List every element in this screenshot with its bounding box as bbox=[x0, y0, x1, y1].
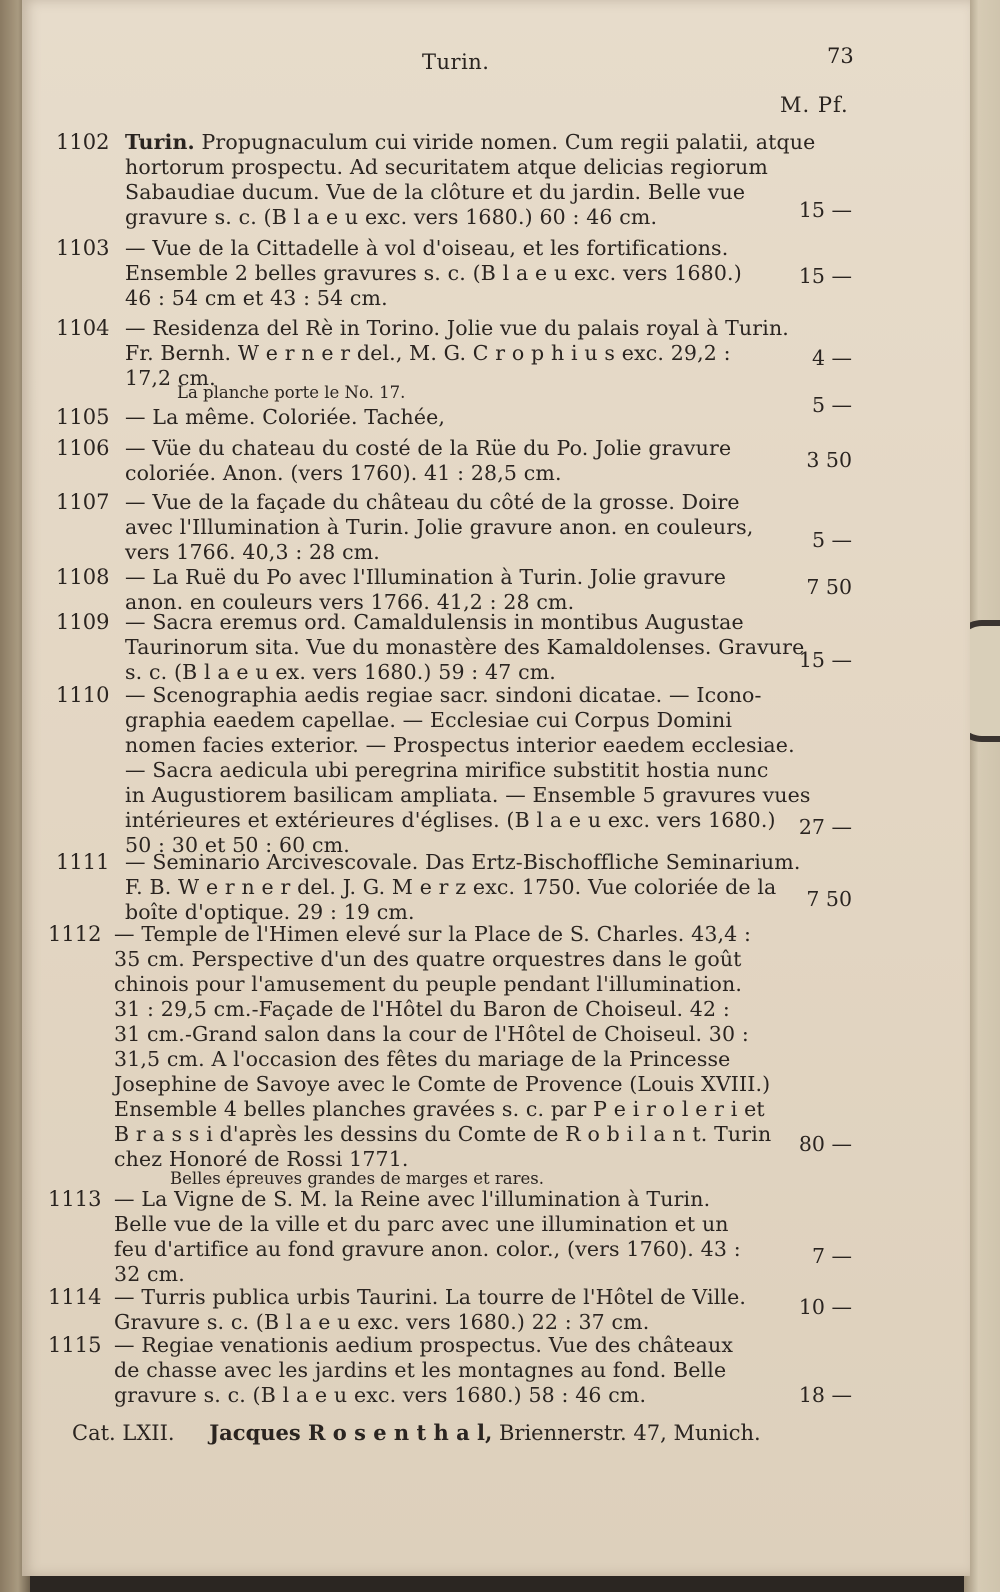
entry-number: 1107 bbox=[56, 490, 110, 514]
entry-price: 3 50 bbox=[806, 448, 852, 472]
entry-text-line: hortorum prospectu. Ad securitatem atque delicias regiorum bbox=[125, 155, 768, 179]
entry-text-line: — Vüe du chateau du costé de la Rüe du Po. Jolie gravure bbox=[125, 436, 732, 460]
entry-price: 5 — bbox=[811, 393, 852, 417]
entry-number: 1104 bbox=[56, 316, 110, 340]
publisher-name: Jacques R o s e n t h a l, bbox=[209, 1420, 493, 1445]
entry-text-line: graphia eaedem capellae. — Ecclesiae cui Corpus Domini bbox=[125, 708, 733, 732]
entry-number: 1106 bbox=[56, 436, 110, 460]
entry-text-line: — Residenza del Rè in Torino. Jolie vue du palais royal à Turin. bbox=[125, 316, 789, 340]
entry-text-line: Ensemble 2 belles gravures s. c. (B l a e u exc. vers 1680.) bbox=[125, 261, 742, 285]
page-footer bbox=[72, 1420, 761, 1445]
entry-text-line: de chasse avec les jardins et les montagnes au fond. Belle bbox=[114, 1358, 727, 1382]
entry-text-line: 17,2 cm. bbox=[125, 366, 216, 390]
entry-number: 1111 bbox=[56, 850, 110, 874]
entry-text-line: s. c. (B l a e u ex. vers 1680.) 59 : 47 cm. bbox=[125, 660, 556, 684]
entry-text-line: in Augustiorem basilicam ampliata. — Ensemble 5 gravures vues bbox=[125, 783, 811, 807]
entry-text-line: — Turris publica urbis Taurini. La tourre de l'Hôtel de Ville. bbox=[114, 1285, 747, 1309]
entry-note: Belles épreuves grandes de marges et rares. bbox=[170, 1169, 544, 1188]
entry-text-line: — Regiae venationis aedium prospectus. Vue des châteaux bbox=[114, 1333, 734, 1357]
entry-text-line: 32 cm. bbox=[114, 1262, 185, 1286]
entry-text-line: Fr. Bernh. W e r n e r del., M. G. C r o p h i u s exc. 29,2 : bbox=[125, 341, 731, 365]
price-column-header: M. Pf. bbox=[780, 93, 849, 117]
entry-number: 1109 bbox=[56, 610, 110, 634]
entry-number: 1112 bbox=[48, 922, 102, 946]
entry-price: 15 — bbox=[798, 264, 852, 288]
entry-text-line: boîte d'optique. 29 : 19 cm. bbox=[125, 900, 415, 924]
entry-text-line: — Scenographia aedis regiae sacr. sindoni dicatae. — Icono- bbox=[125, 683, 762, 707]
entry-text-line: 31 : 29,5 cm.-Façade de l'Hôtel du Baron de Choiseul. 42 : bbox=[114, 997, 730, 1021]
entry-text-line: Josephine de Savoye avec le Comte de Provence (Louis XVIII.) bbox=[114, 1072, 771, 1096]
entry-price: 15 — bbox=[798, 198, 852, 222]
entry-text-line: 31,5 cm. A l'occasion des fêtes du mariage de la Princesse bbox=[114, 1047, 731, 1071]
page-number: 73 bbox=[827, 44, 854, 68]
entry-text-line: — La même. Coloriée. Tachée, bbox=[125, 405, 446, 429]
entry-text-line: — Vue de la façade du château du côté de la grosse. Doire bbox=[125, 490, 740, 514]
entry-text-line: — La Ruë du Po avec l'Illumination à Turin. Jolie gravure bbox=[125, 565, 727, 589]
entry-price: 80 — bbox=[798, 1132, 852, 1156]
entry-text-line: intérieures et extérieures d'églises. (B l a e u exc. vers 1680.) bbox=[125, 808, 776, 832]
entry-price: 7 50 bbox=[806, 575, 852, 599]
entry-text-line: F. B. W e r n e r del. J. G. M e r z exc. 1750. Vue coloriée de la bbox=[125, 875, 777, 899]
entry-price: 4 — bbox=[811, 346, 852, 370]
running-head: Turin. bbox=[422, 50, 490, 74]
entry-price: 7 50 bbox=[806, 887, 852, 911]
entry-text-line: Ensemble 4 belles planches gravées s. c. par P e i r o l e r i et bbox=[114, 1097, 765, 1121]
entry-lead-word: Turin. bbox=[125, 130, 195, 154]
entry-number: 1114 bbox=[48, 1285, 102, 1309]
entry-text-line: 46 : 54 cm et 43 : 54 cm. bbox=[125, 286, 388, 310]
entry-text-line: 50 : 30 et 50 : 60 cm. bbox=[125, 833, 350, 857]
entry-text-line: 31 cm.-Grand salon dans la cour de l'Hôtel de Choiseul. 30 : bbox=[114, 1022, 749, 1046]
entry-text-line: avec l'Illumination à Turin. Jolie gravure anon. en couleurs, bbox=[125, 515, 754, 539]
entry-text-line: gravure s. c. (B l a e u exc. vers 1680.) 58 : 46 cm. bbox=[114, 1383, 647, 1407]
entry-text-line: anon. en couleurs vers 1766. 41,2 : 28 cm. bbox=[125, 590, 575, 614]
entry-note: La planche porte le No. 17. bbox=[177, 383, 406, 402]
entry-text-line: Sabaudiae ducum. Vue de la clôture et du jardin. Belle vue bbox=[125, 180, 746, 204]
entry-number: 1108 bbox=[56, 565, 110, 589]
entry-text-line: — Sacra aedicula ubi peregrina mirifice substitit hostia nunc bbox=[125, 758, 769, 782]
entry-price: 18 — bbox=[798, 1383, 852, 1407]
entry-text-line: chez Honoré de Rossi 1771. bbox=[114, 1147, 409, 1171]
entry-price: 7 — bbox=[811, 1244, 852, 1268]
entry-number: 1105 bbox=[56, 405, 110, 429]
entry-text-line: Turin. Propugnaculum cui viride nomen. Cum regii palatii, atque bbox=[125, 130, 816, 154]
entry-text-line: — La Vigne de S. M. la Reine avec l'illumination à Turin. bbox=[114, 1187, 711, 1211]
entry-text-line: Gravure s. c. (B l a e u exc. vers 1680.) 22 : 37 cm. bbox=[114, 1310, 650, 1334]
entry-price: 5 — bbox=[811, 528, 852, 552]
entry-text-line: chinois pour l'amusement du peuple pendant l'illumination. bbox=[114, 972, 743, 996]
entry-number: 1103 bbox=[56, 236, 110, 260]
catalogue-page bbox=[22, 0, 970, 1576]
entry-text-line: 35 cm. Perspective d'un des quatre orquestres dans le goût bbox=[114, 947, 742, 971]
entry-text-line: feu d'artifice au fond gravure anon. color., (vers 1760). 43 : bbox=[114, 1237, 741, 1261]
entry-text-line: — Temple de l'Himen elevé sur la Place de S. Charles. 43,4 : bbox=[114, 922, 752, 946]
entry-number: 1113 bbox=[48, 1187, 102, 1211]
entry-text-line: B r a s s i d'après les dessins du Comte de R o b i l a n t. Turin bbox=[114, 1122, 772, 1146]
entry-text-line: Taurinorum sita. Vue du monastère des Kamaldolenses. Gravure bbox=[125, 635, 805, 659]
entry-text-line: coloriée. Anon. (vers 1760). 41 : 28,5 cm. bbox=[125, 461, 562, 485]
entry-price: 15 — bbox=[798, 648, 852, 672]
entry-number: 1110 bbox=[56, 683, 110, 707]
catalogue-number: Cat. LXII. bbox=[72, 1421, 175, 1445]
entry-text-line: — Vue de la Cittadelle à vol d'oiseau, et les fortifications. bbox=[125, 236, 729, 260]
entry-price: 10 — bbox=[798, 1295, 852, 1319]
publisher-address: Briennerstr. 47, Munich. bbox=[498, 1421, 761, 1445]
entry-text-line: Belle vue de la ville et du parc avec une illumination et un bbox=[114, 1212, 729, 1236]
entry-text-line: gravure s. c. (B l a e u exc. vers 1680.) 60 : 46 cm. bbox=[125, 205, 658, 229]
entry-text-line: — Sacra eremus ord. Camaldulensis in montibus Augustae bbox=[125, 610, 744, 634]
entry-text-line: vers 1766. 40,3 : 28 cm. bbox=[125, 540, 380, 564]
entry-number: 1115 bbox=[48, 1333, 102, 1357]
entry-text-line: nomen facies exterior. — Prospectus interior eaedem ecclesiae. bbox=[125, 733, 795, 757]
entry-text-line: — Seminario Arcivescovale. Das Ertz-Bischoffliche Seminarium. bbox=[125, 850, 801, 874]
entry-price: 27 — bbox=[798, 815, 852, 839]
entry-number: 1102 bbox=[56, 130, 110, 154]
